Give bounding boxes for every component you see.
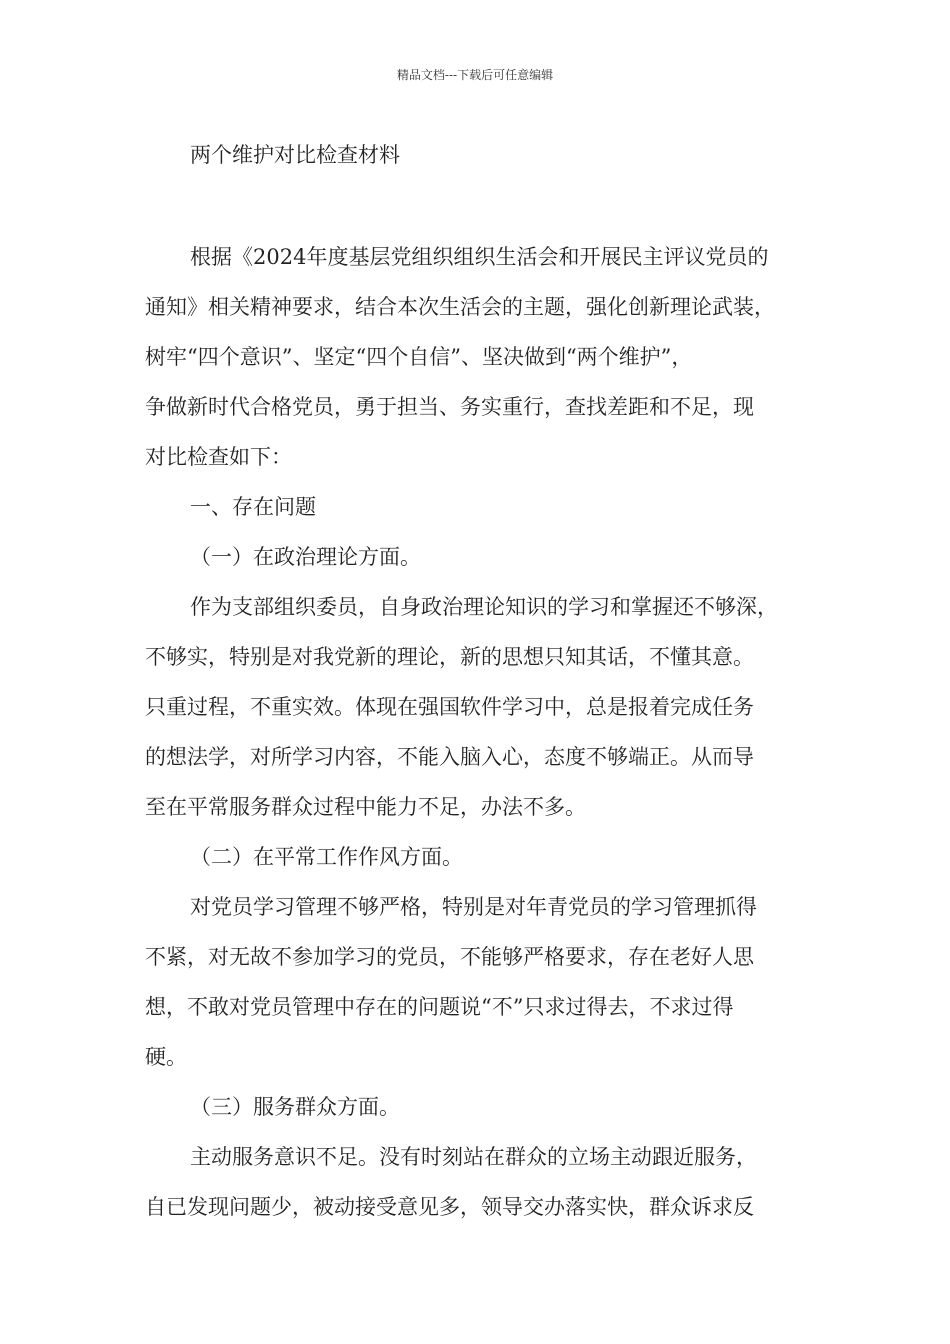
paragraph-line: 作为支部组织委员，自身政治理论知识的学习和掌握还不够深， [190, 595, 778, 619]
paragraph-line: 不够实，特别是对我党新的理论，新的思想只知其话，不懂其意。 [145, 645, 754, 669]
intro-line: 争做新时代合格党员，勇于担当、务实重行，查找差距和不足，现 [145, 395, 754, 419]
intro-line: 根据《2024年度基层党组织组织生活会和开展民主评议党员的 [190, 245, 769, 269]
paragraph-line: 主动服务意识不足。没有时刻站在群众的立场主动跟近服务， [190, 1145, 757, 1169]
subsection-heading: （二）在平常工作作风方面。 [190, 845, 463, 869]
paragraph-line: 不紧，对无故不参加学习的党员，不能够严格要求，存在老好人思 [145, 945, 754, 969]
subsection-heading: （一）在政治理论方面。 [190, 545, 421, 569]
paragraph-line: 对党员学习管理不够严格，特别是对年青党员的学习管理抓得 [190, 895, 757, 919]
section-heading: 一、存在问题 [190, 495, 316, 519]
document-title: 两个维护对比检查材料 [190, 143, 400, 167]
paragraph-line: 想，不敢对党员管理中存在的问题说“不”只求过得去，不求过得 [145, 995, 734, 1019]
intro-line: 树牢“四个意识”、坚定“四个自信”、坚决做到“两个维护”， [145, 345, 693, 369]
intro-line: 通知》相关精神要求，结合本次生活会的主题，强化创新理论武装， [145, 295, 775, 319]
paragraph-line: 硬。 [145, 1045, 187, 1069]
subsection-heading: （三）服务群众方面。 [190, 1095, 400, 1119]
paragraph-line: 至在平常服务群众过程中能力不足，办法不多。 [145, 795, 586, 819]
paragraph-line: 的想法学，对所学习内容，不能入脑入心，态度不够端正。从而导 [145, 745, 754, 769]
intro-line: 对比检查如下： [145, 445, 292, 469]
document-body [145, 232, 815, 1232]
page-header: 精品文档---下载后可任意编辑 [396, 68, 554, 82]
paragraph-line: 自已发现问题少，被动接受意见多，领导交办落实快，群众诉求反 [145, 1195, 754, 1219]
paragraph-line: 只重过程，不重实效。体现在强国软件学习中，总是报着完成任务 [145, 695, 754, 719]
